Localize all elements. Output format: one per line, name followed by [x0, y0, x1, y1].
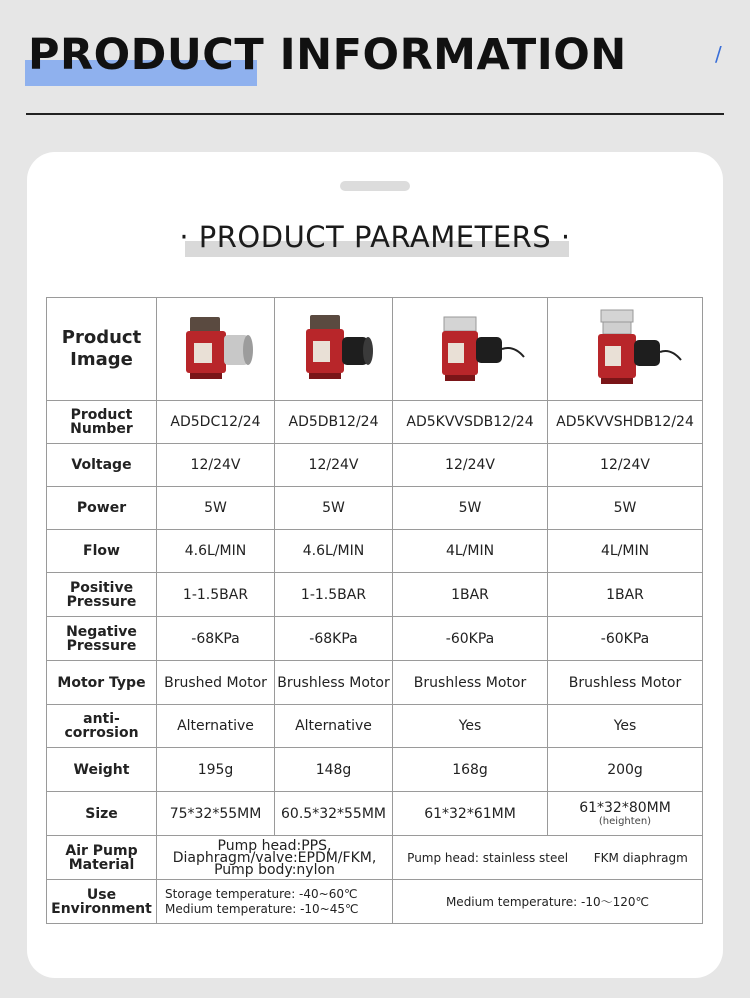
- environment-group-2: Medium temperature: -10〜120℃: [393, 880, 703, 924]
- table-row: [47, 880, 703, 924]
- motor-type-value: Brushless Motor: [393, 661, 548, 705]
- size-value: 61*32*61MM: [393, 792, 548, 836]
- table-row: [47, 661, 703, 705]
- weight-value: 195g: [157, 748, 275, 792]
- product-image-1: [157, 298, 275, 401]
- flow-value: 4.6L/MIN: [275, 530, 393, 573]
- anticorrosion-value: Alternative: [157, 705, 275, 748]
- flow-value: 4L/MIN: [393, 530, 548, 573]
- environment-group-1: [157, 880, 393, 924]
- row-label-material: Air Pump Material: [47, 836, 157, 880]
- material-head: Pump head: stainless steel: [407, 850, 569, 865]
- motor-type-value: Brushless Motor: [275, 661, 393, 705]
- heightened-stainless-pump-icon: [565, 306, 685, 392]
- flow-value: 4L/MIN: [548, 530, 703, 573]
- product-image-3: [393, 298, 548, 401]
- slash-decoration: /: [715, 42, 722, 66]
- table-row: [47, 444, 703, 487]
- table-row: [47, 401, 703, 444]
- parameters-card: [27, 152, 723, 978]
- material-group-2: [393, 836, 703, 880]
- row-label-flow: Flow: [47, 530, 157, 573]
- row-label-positive: Positive Pressure: [47, 573, 157, 617]
- medium-temperature: Medium temperature: -10~45℃: [165, 901, 359, 916]
- table-row: [47, 836, 703, 880]
- voltage-value: 12/24V: [157, 444, 275, 487]
- product-image-4: [548, 298, 703, 401]
- weight-value: 148g: [275, 748, 393, 792]
- motor-type-value: Brushless Motor: [548, 661, 703, 705]
- size-value: 61*32*80MM: [579, 800, 671, 816]
- weight-value: 200g: [548, 748, 703, 792]
- positive-pressure-value: 1-1.5BAR: [275, 573, 393, 617]
- row-label-image: Product Image: [47, 298, 157, 401]
- card-notch: [340, 181, 410, 191]
- power-value: 5W: [275, 487, 393, 530]
- parameters-title: · PRODUCT PARAMETERS ·: [179, 220, 571, 254]
- size-cell: [548, 792, 703, 836]
- product-image-2: [275, 298, 393, 401]
- negative-pressure-value: -60KPa: [393, 617, 548, 661]
- size-note: (heighten): [598, 816, 652, 827]
- anticorrosion-value: Yes: [548, 705, 703, 748]
- anticorrosion-value: Yes: [393, 705, 548, 748]
- positive-pressure-value: 1BAR: [548, 573, 703, 617]
- voltage-value: 12/24V: [548, 444, 703, 487]
- power-value: 5W: [548, 487, 703, 530]
- positive-pressure-value: 1-1.5BAR: [157, 573, 275, 617]
- voltage-value: 12/24V: [275, 444, 393, 487]
- negative-pressure-value: -68KPa: [157, 617, 275, 661]
- material-group-1: Pump head:PPS, Diaphragm/valve:EPDM/FKM, Pump body:nylon: [157, 836, 393, 880]
- table-row: [47, 298, 703, 401]
- storage-temperature: Storage temperature: -40~60℃: [165, 886, 358, 901]
- brushed-dc-pump-icon: [166, 309, 266, 389]
- spec-table: [46, 297, 703, 924]
- product-number: AD5KVVSDB12/24: [393, 401, 548, 444]
- brushless-dc-pump-icon: [284, 309, 384, 389]
- table-row: [47, 792, 703, 836]
- product-number: AD5KVVSHDB12/24: [548, 401, 703, 444]
- negative-pressure-value: -68KPa: [275, 617, 393, 661]
- table-row: [47, 573, 703, 617]
- row-label-anticorrosion: anti-corrosion: [47, 705, 157, 748]
- row-label-environment: Use Environment: [47, 880, 157, 924]
- table-row: [47, 487, 703, 530]
- row-label-negative: Negative Pressure: [47, 617, 157, 661]
- power-value: 5W: [157, 487, 275, 530]
- table-row: [47, 748, 703, 792]
- row-label-motor: Motor Type: [47, 661, 157, 705]
- flow-value: 4.6L/MIN: [157, 530, 275, 573]
- weight-value: 168g: [393, 748, 548, 792]
- product-number: AD5DC12/24: [157, 401, 275, 444]
- row-label-voltage: Voltage: [47, 444, 157, 487]
- negative-pressure-value: -60KPa: [548, 617, 703, 661]
- table-row: [47, 705, 703, 748]
- motor-type-value: Brushed Motor: [157, 661, 275, 705]
- header-divider: [26, 113, 724, 115]
- stainless-head-pump-icon: [410, 309, 530, 389]
- power-value: 5W: [393, 487, 548, 530]
- size-value: 60.5*32*55MM: [275, 792, 393, 836]
- row-label-size: Size: [47, 792, 157, 836]
- page-title: PRODUCT INFORMATION: [28, 30, 627, 80]
- table-row: [47, 530, 703, 573]
- material-diaphragm: FKM diaphragm: [593, 850, 688, 865]
- table-row: [47, 617, 703, 661]
- anticorrosion-value: Alternative: [275, 705, 393, 748]
- row-label-power: Power: [47, 487, 157, 530]
- row-label-weight: Weight: [47, 748, 157, 792]
- size-value: 75*32*55MM: [157, 792, 275, 836]
- row-label-number: Product Number: [47, 401, 157, 444]
- voltage-value: 12/24V: [393, 444, 548, 487]
- positive-pressure-value: 1BAR: [393, 573, 548, 617]
- product-number: AD5DB12/24: [275, 401, 393, 444]
